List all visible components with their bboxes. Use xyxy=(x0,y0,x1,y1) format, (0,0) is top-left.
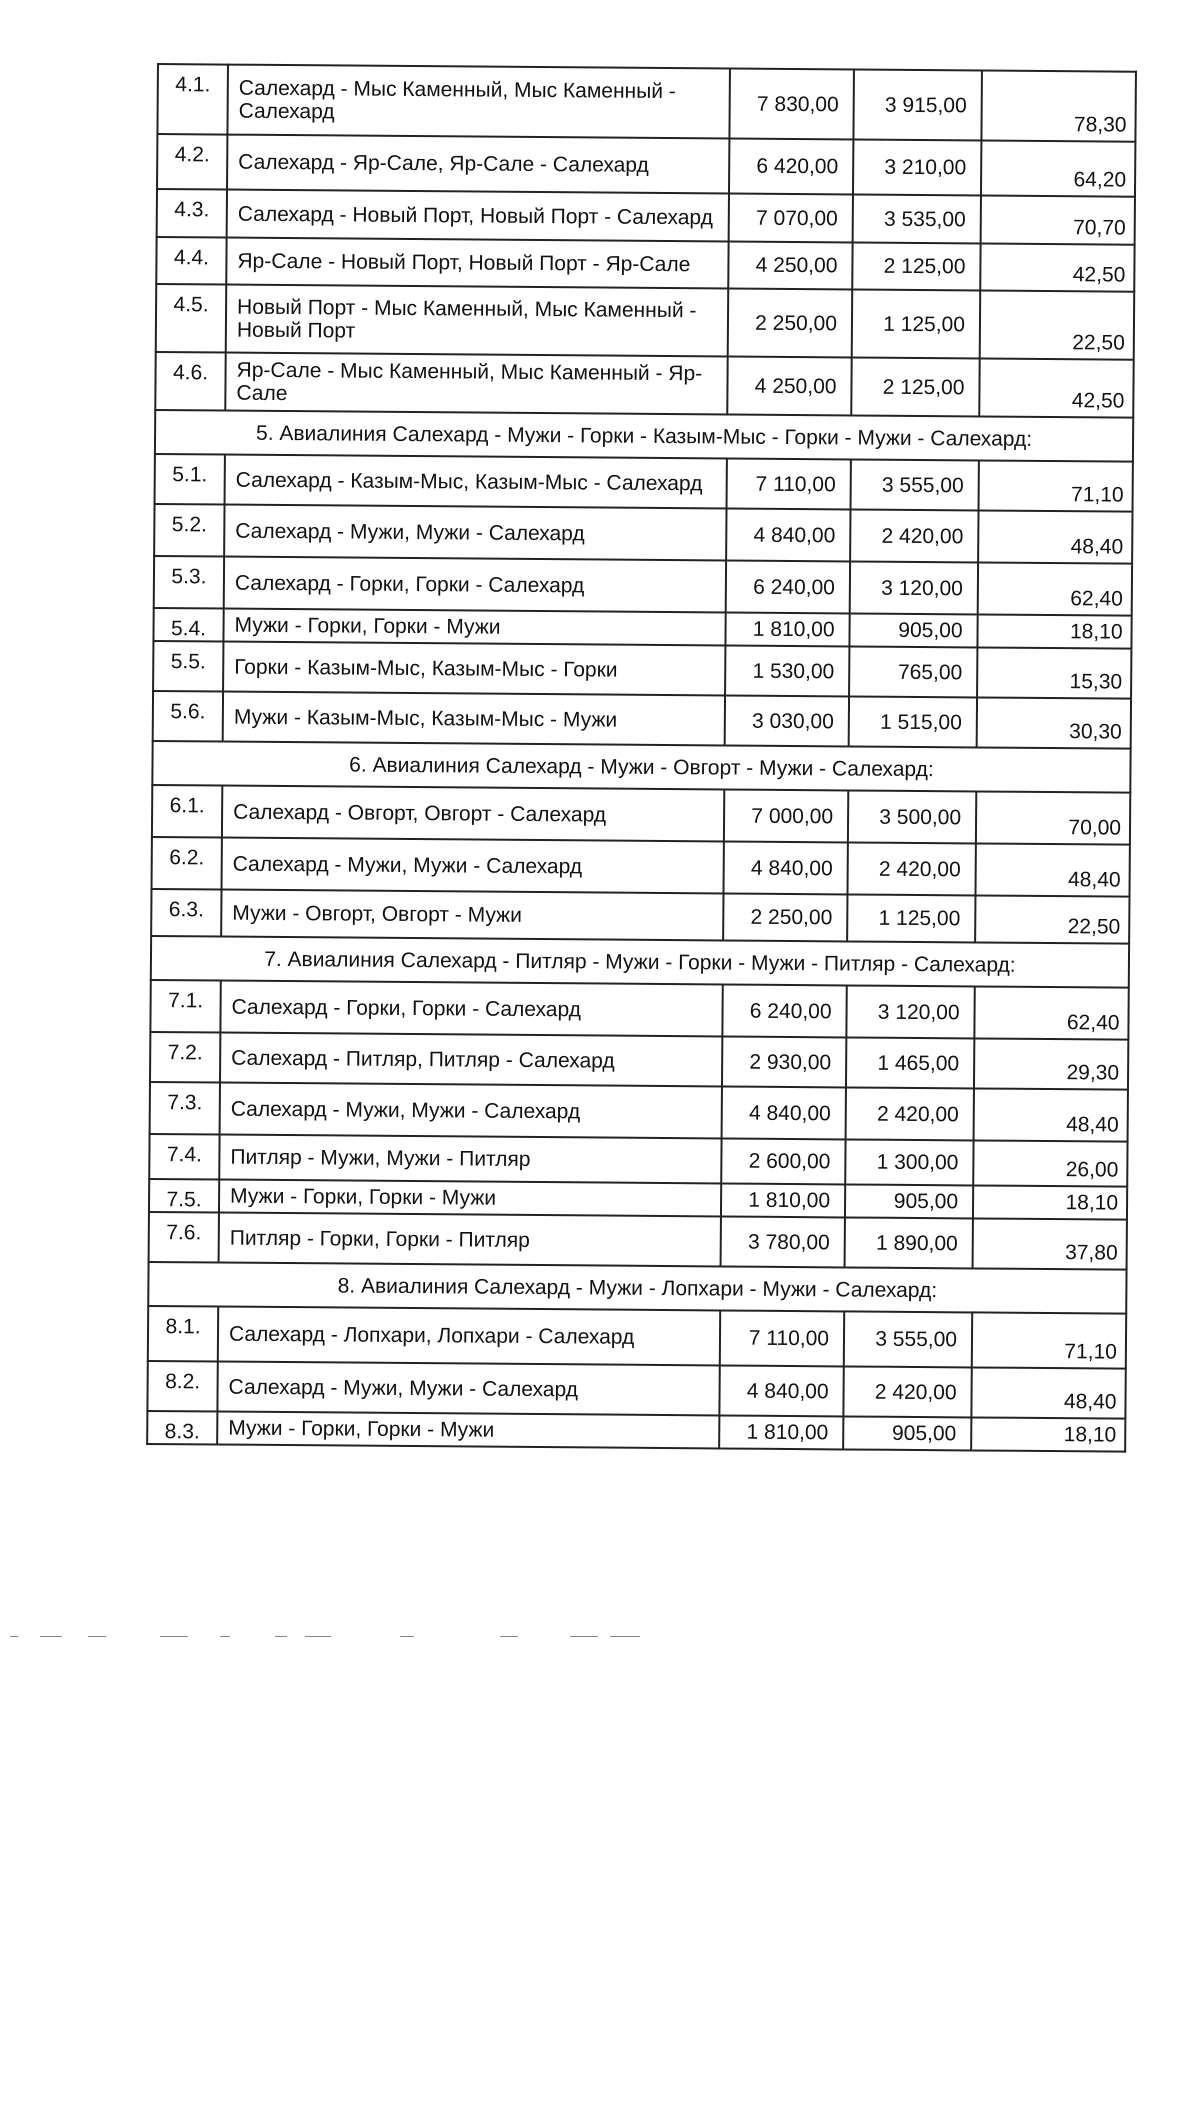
full-fare: 7 000,00 xyxy=(724,789,848,842)
route-name: Салехард - Горки, Горки - Салехард xyxy=(224,557,726,613)
route-name: Горки - Казым-Мыс, Казым-Мыс - Горки xyxy=(223,642,725,696)
percent-fare: 48,40 xyxy=(975,843,1129,896)
table-row xyxy=(153,641,1131,699)
row-number: 4.1. xyxy=(157,64,228,135)
full-fare: 6 240,00 xyxy=(722,984,846,1037)
route-name: Салехард - Казым-Мыс, Казым-Мыс - Салехард xyxy=(225,455,727,509)
scan-dash xyxy=(570,1636,598,1637)
table-row xyxy=(147,1361,1125,1419)
full-fare: 4 840,00 xyxy=(723,841,847,894)
row-number: 5.5. xyxy=(153,641,223,692)
full-fare: 1 810,00 xyxy=(725,612,849,646)
row-number: 6.1. xyxy=(152,785,222,838)
full-fare: 7 110,00 xyxy=(727,458,851,509)
row-number: 7.3. xyxy=(150,1082,220,1135)
full-fare: 2 250,00 xyxy=(723,893,847,941)
table-row xyxy=(154,556,1132,616)
half-fare: 1 515,00 xyxy=(849,696,977,747)
percent-fare: 78,30 xyxy=(981,70,1136,141)
row-number: 5.3. xyxy=(154,556,224,609)
half-fare: 1 125,00 xyxy=(852,289,981,358)
section-title: 7. Авиалиния Салехард - Питляр - Мужи - Горки - Мужи - Питляр - Салехард: xyxy=(151,936,1129,988)
half-fare: 3 500,00 xyxy=(848,790,976,843)
table-row xyxy=(151,889,1129,944)
table-row xyxy=(152,785,1130,845)
scan-dash xyxy=(500,1636,518,1637)
percent-fare: 48,40 xyxy=(978,510,1132,563)
table-row xyxy=(153,691,1131,749)
full-fare: 4 840,00 xyxy=(726,508,850,561)
percent-fare: 29,30 xyxy=(974,1038,1128,1089)
half-fare: 3 555,00 xyxy=(844,1311,972,1367)
scan-dash xyxy=(10,1636,18,1637)
table-row xyxy=(155,352,1133,418)
full-fare: 4 250,00 xyxy=(727,356,851,415)
route-name: Питляр - Горки, Горки - Питляр xyxy=(219,1213,721,1267)
full-fare: 2 600,00 xyxy=(721,1138,845,1184)
percent-fare: 42,50 xyxy=(980,243,1134,291)
half-fare: 905,00 xyxy=(845,1184,973,1218)
half-fare: 905,00 xyxy=(843,1416,971,1450)
route-name: Салехард - Мужи, Мужи - Салехард xyxy=(222,838,724,894)
scan-dash xyxy=(220,1636,230,1637)
table-row xyxy=(149,1212,1127,1270)
percent-fare: 18,10 xyxy=(973,1185,1127,1219)
row-number: 4.5. xyxy=(156,284,227,353)
table-row xyxy=(150,1082,1128,1142)
section-header-row xyxy=(152,741,1130,793)
route-name: Мужи - Казым-Мыс, Казым-Мыс - Мужи xyxy=(223,692,725,746)
percent-fare: 71,10 xyxy=(972,1312,1126,1368)
half-fare: 2 420,00 xyxy=(846,1087,974,1140)
row-number: 5.4. xyxy=(153,608,223,642)
tariff-table xyxy=(146,63,1137,1453)
section-header-row xyxy=(148,1262,1126,1314)
row-number: 7.6. xyxy=(149,1212,219,1263)
route-name: Салехард - Мужи, Мужи - Салехард xyxy=(217,1362,719,1416)
row-number: 8.2. xyxy=(147,1361,217,1412)
route-name: Мужи - Горки, Горки - Мужи xyxy=(219,1180,721,1217)
row-number: 7.4. xyxy=(149,1134,219,1180)
percent-fare: 15,30 xyxy=(977,647,1131,698)
percent-fare: 18,10 xyxy=(971,1417,1125,1451)
half-fare: 3 120,00 xyxy=(850,561,978,614)
row-number: 7.1. xyxy=(150,980,220,1033)
table-row xyxy=(155,454,1133,512)
section-title: 8. Авиалиния Салехард - Мужи - Лопхари - Мужи - Салехард: xyxy=(148,1262,1126,1314)
scan-artifact-dashes xyxy=(10,1632,670,1640)
full-fare: 4 250,00 xyxy=(728,241,852,289)
route-name: Салехард - Лопхари, Лопхари - Салехард xyxy=(218,1307,720,1366)
scan-dash xyxy=(305,1636,331,1637)
full-fare: 2 930,00 xyxy=(722,1036,846,1087)
percent-fare: 64,20 xyxy=(981,140,1135,196)
table-row xyxy=(150,1032,1128,1090)
row-number: 5.6. xyxy=(153,691,223,742)
route-name: Мужи - Горки, Горки - Мужи xyxy=(223,609,725,646)
full-fare: 4 840,00 xyxy=(722,1086,846,1139)
full-fare: 7 830,00 xyxy=(729,69,854,140)
table-row xyxy=(150,980,1128,1040)
half-fare: 1 890,00 xyxy=(845,1217,973,1268)
route-name: Салехард - Мужи, Мужи - Салехард xyxy=(220,1083,722,1139)
row-number: 4.2. xyxy=(157,134,227,190)
half-fare: 2 420,00 xyxy=(850,509,978,562)
row-number: 8.1. xyxy=(148,1306,218,1362)
route-name: Яр-Сале - Новый Порт, Новый Порт - Яр-Сале xyxy=(226,238,728,289)
row-number: 6.3. xyxy=(151,889,221,937)
route-name: Салехард - Мыс Каменный, Мыс Каменный - Салехард xyxy=(227,65,730,139)
route-name: Салехард - Горки, Горки - Салехард xyxy=(220,981,722,1037)
row-number: 4.3. xyxy=(157,189,227,238)
percent-fare: 62,40 xyxy=(978,562,1132,615)
full-fare: 3 030,00 xyxy=(725,695,849,746)
full-fare: 2 250,00 xyxy=(728,288,853,357)
full-fare: 3 780,00 xyxy=(721,1216,845,1267)
table-row xyxy=(152,837,1130,897)
route-name: Питляр - Мужи, Мужи - Питляр xyxy=(219,1135,721,1184)
row-number: 4.6. xyxy=(155,352,225,411)
half-fare: 2 125,00 xyxy=(851,357,979,416)
row-number: 6.2. xyxy=(152,837,222,890)
table-row xyxy=(157,64,1136,142)
route-name: Салехард - Новый Порт, Новый Порт - Салехард xyxy=(227,190,729,242)
full-fare: 1 530,00 xyxy=(725,645,849,696)
half-fare: 3 210,00 xyxy=(853,139,981,195)
full-fare: 7 070,00 xyxy=(729,193,853,242)
half-fare: 3 535,00 xyxy=(853,194,981,243)
scan-dash xyxy=(275,1636,287,1637)
route-name: Салехард - Овгорт, Овгорт - Салехард xyxy=(222,786,724,842)
route-name: Яр-Сале - Мыс Каменный, Мыс Каменный - Яр-Сале xyxy=(225,353,727,415)
half-fare: 1 125,00 xyxy=(847,894,975,942)
scan-dash xyxy=(88,1636,106,1637)
full-fare: 1 810,00 xyxy=(721,1183,845,1217)
table-row xyxy=(154,504,1132,564)
scan-dash xyxy=(160,1636,188,1637)
full-fare: 4 840,00 xyxy=(719,1365,843,1416)
route-name: Салехард - Мужи, Мужи - Салехард xyxy=(224,505,726,561)
table-body xyxy=(147,64,1136,1452)
percent-fare: 48,40 xyxy=(971,1367,1125,1418)
route-name: Мужи - Овгорт, Овгорт - Мужи xyxy=(221,890,723,941)
section-title: 6. Авиалиния Салехард - Мужи - Овгорт - Мужи - Салехард: xyxy=(152,741,1130,793)
half-fare: 1 300,00 xyxy=(845,1139,973,1185)
section-header-row xyxy=(151,936,1129,988)
percent-fare: 71,10 xyxy=(979,460,1133,511)
half-fare: 2 420,00 xyxy=(843,1366,971,1417)
percent-fare: 26,00 xyxy=(973,1140,1127,1186)
half-fare: 765,00 xyxy=(849,646,977,697)
row-number: 5.2. xyxy=(154,504,224,557)
table-row xyxy=(147,1411,1125,1452)
route-name: Мужи - Горки, Горки - Мужи xyxy=(217,1412,719,1449)
percent-fare: 62,40 xyxy=(974,986,1128,1039)
route-name: Салехард - Яр-Сале, Яр-Сале - Салехард xyxy=(227,135,729,194)
row-number: 5.1. xyxy=(155,454,225,505)
half-fare: 3 120,00 xyxy=(846,985,974,1038)
route-name: Салехард - Питляр, Питляр - Салехард xyxy=(220,1033,722,1087)
section-header-row xyxy=(155,410,1133,462)
half-fare: 2 420,00 xyxy=(847,842,975,895)
table-row xyxy=(157,134,1135,197)
full-fare: 6 240,00 xyxy=(726,560,850,613)
row-number: 8.3. xyxy=(147,1411,217,1445)
half-fare: 3 555,00 xyxy=(851,459,979,510)
percent-fare: 22,50 xyxy=(980,290,1135,359)
half-fare: 3 915,00 xyxy=(853,69,982,140)
full-fare: 7 110,00 xyxy=(720,1310,844,1366)
table-row xyxy=(156,284,1135,360)
percent-fare: 48,40 xyxy=(974,1088,1128,1141)
percent-fare: 30,30 xyxy=(977,697,1131,748)
half-fare: 1 465,00 xyxy=(846,1037,974,1088)
percent-fare: 42,50 xyxy=(979,358,1133,417)
row-number: 7.5. xyxy=(149,1179,219,1213)
percent-fare: 70,70 xyxy=(981,195,1135,244)
half-fare: 2 125,00 xyxy=(852,242,980,290)
table-row xyxy=(149,1134,1127,1187)
route-name: Новый Порт - Мыс Каменный, Мыс Каменный - Новый Порт xyxy=(226,285,729,357)
percent-fare: 18,10 xyxy=(977,614,1131,648)
table-row xyxy=(156,237,1134,292)
table-row xyxy=(157,189,1135,245)
scan-dash xyxy=(610,1636,640,1637)
section-title: 5. Авиалиния Салехард - Мужи - Горки - Казым-Мыс - Горки - Мужи - Салехард: xyxy=(155,410,1133,462)
percent-fare: 37,80 xyxy=(973,1218,1127,1269)
full-fare: 1 810,00 xyxy=(719,1415,843,1449)
row-number: 4.4. xyxy=(156,237,226,285)
scan-dash xyxy=(40,1636,62,1637)
percent-fare: 22,50 xyxy=(975,895,1129,943)
scan-dash xyxy=(400,1636,414,1637)
percent-fare: 70,00 xyxy=(976,791,1130,844)
half-fare: 905,00 xyxy=(849,613,977,647)
full-fare: 6 420,00 xyxy=(729,138,853,194)
row-number: 7.2. xyxy=(150,1032,220,1083)
table-row xyxy=(148,1306,1126,1369)
